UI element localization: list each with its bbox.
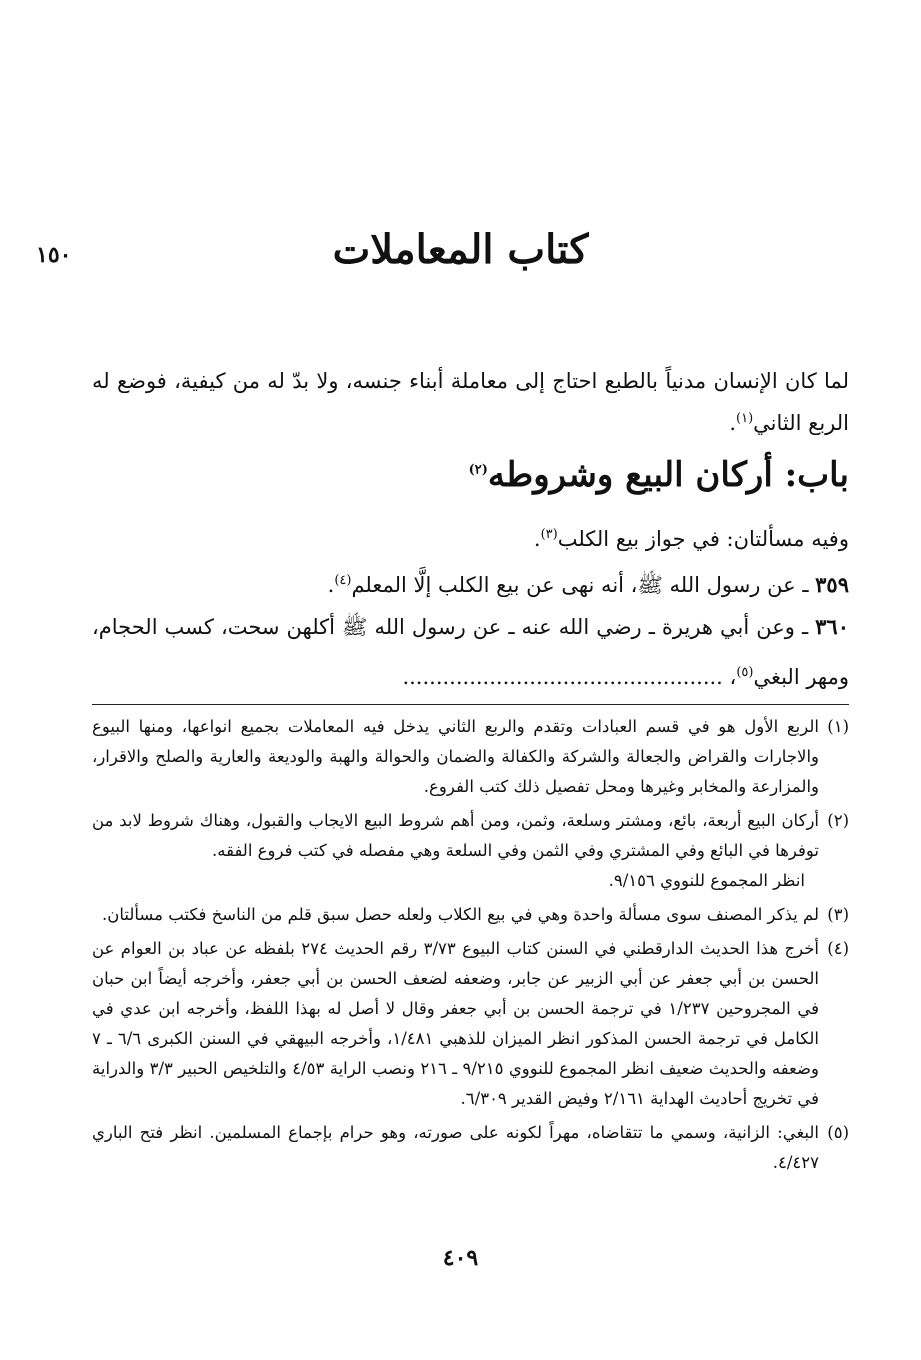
footnote-ref-2[interactable]: (٢)	[468, 462, 488, 478]
intro-text: لما كان الإنسان مدنياً بالطبع احتاج إلى معاملة أبناء جنسه، ولا بدّ له من كيفية، فوضع له الربع الثاني	[92, 369, 849, 435]
footnote-1	[92, 712, 849, 802]
footnote-reference-line: انظر المجموع للنووي ٩/١٥٦.	[608, 871, 805, 890]
footnote-marker: (٤)	[827, 939, 849, 958]
footnotes	[92, 712, 849, 1182]
footnote-ref-5[interactable]: (٥)	[736, 665, 754, 680]
footnote-text: الربع الأول هو في قسم العبادات وتقدم والربع الثاني يدخل فيه المعاملات بجميع انواعها، ومنها البيوع والاجارات والقراض والجعالة والشركة والكفالة والضمان والحوالة والهبة والوديعة والعارية والصلح والاقرار، والمزارعة والمخابر وغيرها ومحل تفصيل ذلك كتب الفروع.	[92, 717, 819, 796]
footnote-5	[92, 1118, 849, 1178]
hadith-number: ٣٦٠	[815, 614, 849, 639]
paragraph-issues: وفيه مسألتان: في جواز بيع الكلب$^{(٣)}$.	[533, 527, 849, 551]
footnote-text: البغي: الزانية، وسمي ما تتقاضاه، مهراً لكونه على صورته، وهو حرام بإجماع المسلمين. انظر فتح الباري ٤/٤٢٧.	[92, 1123, 819, 1172]
top-page-number: ١٥٠	[36, 242, 72, 268]
book-title: كتاب المعاملات	[332, 226, 589, 273]
hadith-number: ٣٥٩	[815, 572, 849, 597]
intro-paragraph: لما كان الإنسان مدنياً بالطبع احتاج إلى معاملة أبناء جنسه، ولا بدّ له من كيفية، فوضع له الربع الثاني$^{(١)}$.	[92, 369, 849, 435]
hadith-360: ٣٦٠ ـ وعن أبي هريرة ـ رضي الله عنه ـ عن رسول الله ﷺ أكلهن سحت، كسب الحجام، ومهر البغي$^{(٥)}$، ................................................	[92, 614, 849, 689]
footnote-ref-4[interactable]: (٤)	[334, 573, 352, 588]
footnote-marker: (١)	[827, 717, 849, 736]
footnote-text: أركان البيع أربعة، بائع، ومشتر وسلعة، وثمن، ومن أهم شروط البيع الايجاب والقبول، وهناك شروط لابد من توفرها في البائع وفي المشتري وفي الثمن وفي السلعة وهي مفصله في كتب فروع الفقه.	[92, 811, 819, 860]
footnote-marker: (٣)	[827, 905, 849, 924]
footnote-marker: (٥)	[827, 1123, 849, 1142]
footnote-4	[92, 934, 849, 1114]
footnote-marker: (٢)	[827, 811, 849, 830]
chapter-title-text: باب: أركان البيع وشروطه	[487, 455, 849, 495]
footnote-text: لم يذكر المصنف سوى مسألة واحدة وهي في بيع الكلاب ولعله حصل سبق قلم من الناسخ فكتب مسألتان.	[101, 905, 819, 924]
bottom-page-number: ٤٠٩	[442, 1245, 479, 1271]
footnote-ref-1[interactable]: (١)	[736, 411, 754, 426]
chapter-heading	[60, 455, 849, 495]
hadith-359: ٣٥٩ ـ عن رسول الله ﷺ، أنه نهى عن بيع الكلب إلَّا المعلم$^{(٤)}$.	[327, 572, 849, 597]
footnote-2	[92, 806, 849, 896]
footnote-divider	[92, 704, 849, 705]
footnote-3	[92, 900, 849, 930]
footnote-text: أخرج هذا الحديث الدارقطني في السنن كتاب البيوع ٣/٧٣ رقم الحديث ٢٧٤ بلفظه عن عباد بن العوام عن الحسن بن أبي جعفر عن أبي الزبير عن جابر، وضعفه لضعف الحسن بن أبي جعفر، وأخرجه أيضاً ابن حبان في المجروحين ١/٢٣٧ في ترجمة الحسن بن أبي جعفر وقال لا أصل له بهذا اللفظ، وأخرجه ابن عدي في الكامل في ترجمة الحسن المذكور انظر الميزان للذهبي ١/٤٨١، وأخرجه البيهقي في السنن الكبرى ٦/٦ ـ ٧ وضعفه والحديث ضعيف انظر المجموع للنووي ٩/٢١٥ ـ ٢١٦ ونصب الراية ٤/٥٣ والتلخيص الحبير ٣/٣ والدراية في تخريج أحاديث الهداية ٢/١٦١ وفيض القدير ٦/٣٠٩.	[92, 939, 820, 1108]
footnote-ref-3[interactable]: (٣)	[540, 527, 558, 542]
